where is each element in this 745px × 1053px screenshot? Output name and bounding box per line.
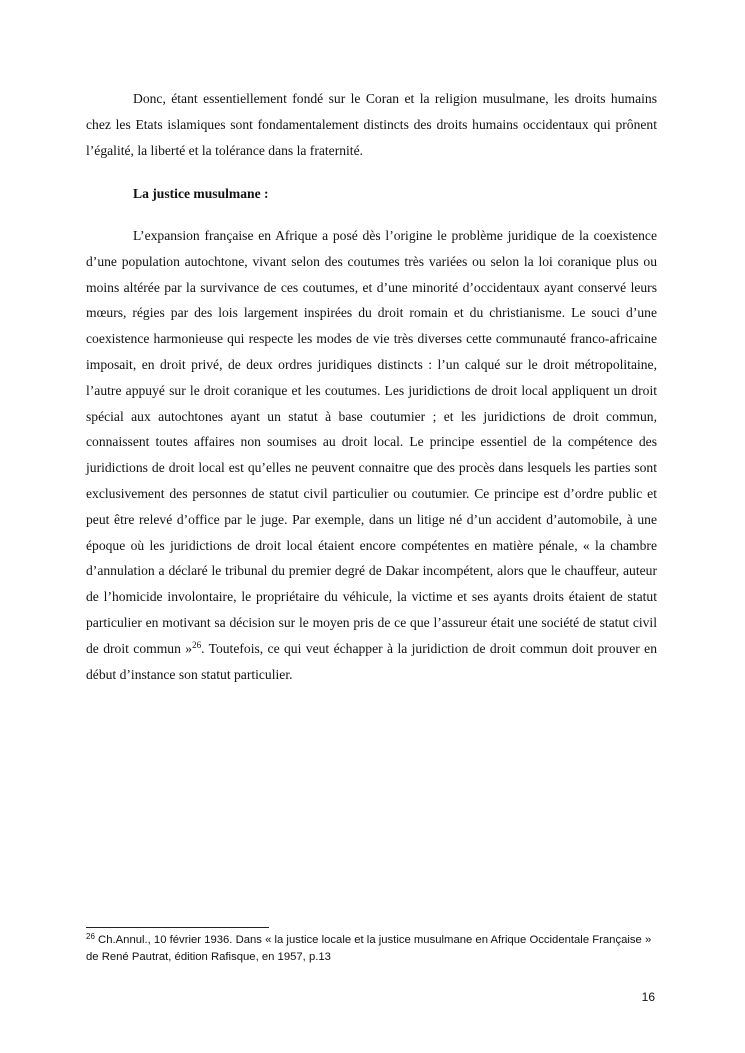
page-number: 16 <box>641 990 655 1004</box>
footnote-reference: 26 <box>192 639 202 650</box>
intro-paragraph: Donc, étant essentiellement fondé sur le Coran et la religion musulmane, les droits humains chez les Etats islamiques sont fondamentalement distincts des droits humains occidentaux qui prônent l’égalité, la liberté et la tolérance dans la fraternité. <box>86 91 657 158</box>
footnote-number: 26 <box>86 932 95 941</box>
footnote <box>86 932 661 966</box>
footnote-separator <box>86 927 269 928</box>
main-paragraph-text-end: . Toutefois, ce qui veut échapper à la juridiction de droit commun doit prouver en début d’instance son statut particulier. <box>86 640 657 682</box>
main-paragraph-text: L’expansion française en Afrique a posé dès l’origine le problème juridique de la coexistence d’une population autochtone, vivant selon des coutumes très variées ou selon la loi coranique plus ou moins altérée par la survivance de ces coutumes, et d’une minorité d’occidentaux ayant conservé leurs mœurs, régies par des lois largement inspirées du droit romain et du christianisme. Le souci d’une coexistence harmonieuse qui respecte les modes de vie très diverses cette communauté franco-africaine imposait, en droit privé, de deux ordres juridiques distincts : l’un calqué sur le droit métropolitaine, l’autre appuyé sur le droit coranique et les coutumes. Les juridictions de droit local appliquent un droit spécial aux autochtones ayant un statut à base coutumier ; et les juridictions de droit commun, connaissent toutes affaires non soumises au droit local. Le principe essentiel de la compétence des juridictions de droit local est qu’elles ne peuvent connaitre que des procès dans lesquels les parties sont exclusivement des personnes de statut civil particulier ou coutumier. Ce principe est d’ordre public et peut être relevé d’office par le juge. Par exemple, dans un litige né d’un accident d’automobile, à une époque où les juridictions de droit local étaient encore compétentes en matière pénale, « la chambre d’annulation a déclaré le tribunal du premier degré de Dakar incompétent, alors que le chauffeur, auteur de l’homicide involontaire, le propriétaire du véhicule, la victime et ses ayants droits étaient de statut particulier en motivant sa décision sur le moyen pris de ce que l’assureur était une société de statut civil de droit commun » <box>86 228 657 656</box>
footnote-text: Ch.Annul., 10 février 1936. Dans « la justice locale et la justice musulmane en Afrique Occidentale Française » de René Pautrat, édition Rafisque, en 1957, p.13 <box>86 934 652 963</box>
section-heading: La justice musulmane : <box>133 186 269 201</box>
main-paragraph <box>86 223 657 687</box>
